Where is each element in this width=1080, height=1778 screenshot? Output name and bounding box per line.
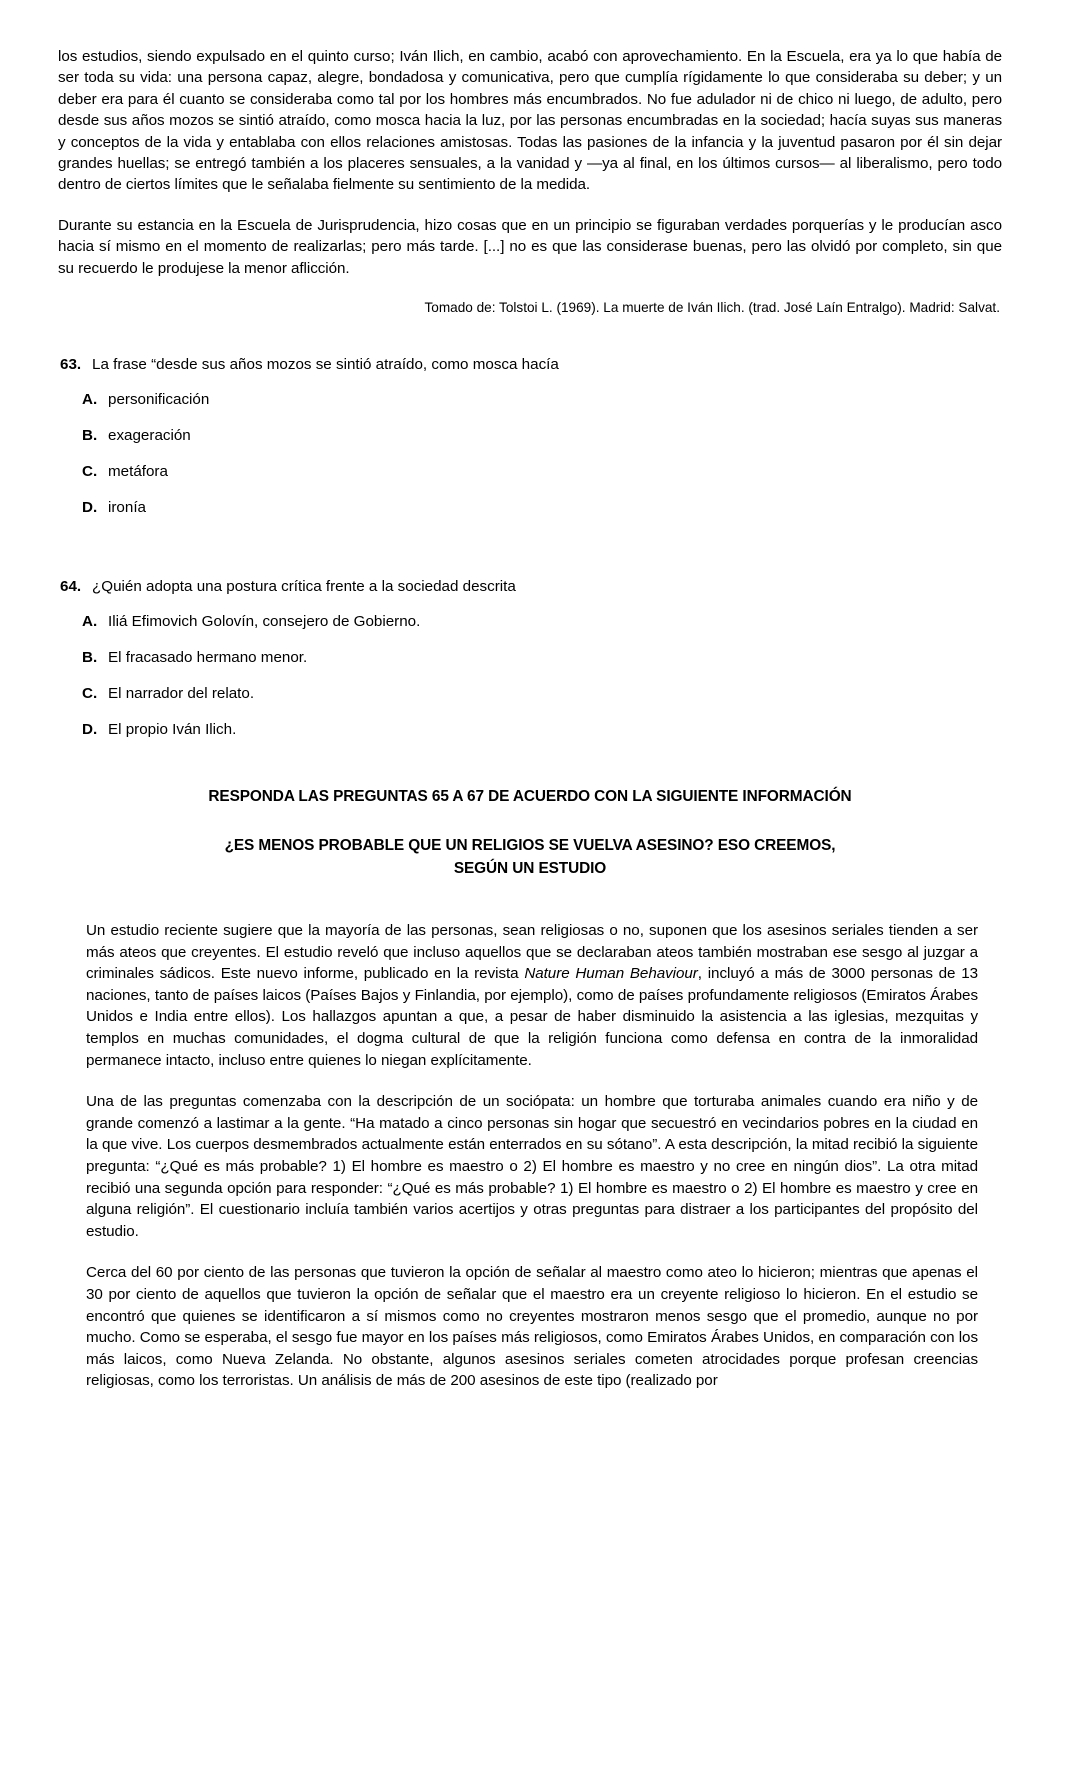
article-paragraph-2: Una de las preguntas comenzaba con la descripción de un sociópata: un hombre que torturaba animales cuando era niño y de grande comenzó a lastimar a la gente. “Ha matado a cinco personas sin hogar que secuestró en vecindarios pobres en la ciudad en la que vive. Los cuerpos desmembrados actualmente están enterrados en su sótano”. A esta descripción, la mitad recibió la siguiente pregunta: “¿Qué es más probable? 1) El hombre es maestro o 2) El hombre es maestro y no cree en ningún dios”. La otra mitad recibió una segunda opción para responder: “¿Qué es más probable? 1) El hombre es maestro o 2) El hombre es maestro y cree en alguna religión”. El cuestionario incluía también varios acertijos y otras preguntas para distraer a los participantes del propósito del estudio.	[86, 1093, 978, 1240]
option-d[interactable]	[58, 497, 1002, 518]
article-body	[58, 920, 1002, 1392]
question-number: 63.	[60, 356, 82, 374]
option-letter: A.	[82, 391, 98, 409]
option-letter: D.	[82, 499, 98, 517]
question-64	[58, 576, 1002, 597]
option-a[interactable]	[58, 611, 1002, 632]
article-paragraph-3: Cerca del 60 por ciento de las personas que tuvieron la opción de señalar al maestro como ateo lo hicieron; mientras que apenas el 30 por ciento de aquellos que tuvieron la opción de señalar que el maestro era un creyente religioso lo hicieron. En el estudio se encontró que quienes se identificaron a sí mismos como no creyentes mostraron menos sesgo que el promedio, aunque no por mucho. Como se esperaba, el sesgo fue mayor en los países más religiosos, como Emiratos Árabes Unidos, en comparación con los más laicos, como Nueva Zelanda. No obstante, algunos asesinos seriales cometen atrocidades porque profesan creencias religiosas, como los terroristas. Un análisis de más de 200 asesinos de este tipo (realizado por	[86, 1264, 978, 1390]
section-instruction: RESPONDA LAS PREGUNTAS 65 A 67 DE ACUERDO CON LA SIGUIENTE INFORMACIÓN	[208, 788, 852, 806]
option-b[interactable]	[58, 425, 1002, 446]
option-text: El propio Iván Ilich.	[108, 721, 237, 739]
passage-paragraph: Durante su estancia en la Escuela de Jurisprudencia, hizo cosas que en un principio se figuraban verdades porquerías y le producían asco hacia sí mismo en el momento de realizarlas; pero más tarde. [...] no es que las considerase buenas, pero las olvidó por completo, sin que su recuerdo le produjese la menor aflicción.	[58, 216, 1002, 277]
option-text: exageración	[108, 427, 191, 445]
question-64-block	[58, 576, 1002, 740]
question-63-options	[58, 389, 1002, 518]
option-a[interactable]	[58, 389, 1002, 410]
paragraph-text-before-italic: Un estudio reciente sugiere que la mayoría de las personas, sean religiosas o no, suponen que los asesinos seriales tienden a ser más ateos que creyentes. El estudio reveló que incluso aquellos que se declaraban ateos también mostraban ese sesgo al juzgar a criminales sádicos. Este nuevo informe, publicado en la revista	[86, 922, 978, 983]
option-letter: B.	[82, 649, 98, 667]
question-64-options	[58, 611, 1002, 740]
question-number: 64.	[60, 578, 82, 596]
option-letter: C.	[82, 463, 98, 481]
option-b[interactable]	[58, 647, 1002, 668]
option-c[interactable]	[58, 461, 1002, 482]
option-d[interactable]	[58, 719, 1002, 740]
passage-one	[58, 46, 1002, 318]
paragraph-text-after-italic: , incluyó a más de 3000 personas de 13 naciones, tanto de países laicos (Países Bajos y Finlandia, por ejemplo), como de países profundamente religiosos (Emiratos Árabes Unidos e India entre ellos). Los hallazgos apuntan a que, a pesar de haber disminuido la asistencia a las iglesias, mezquitas y templos en muchas comunidades, el dogma cultural de que la religión funciona como defensa en contra de la inmoralidad permanece intacto, incluso entre quienes lo niegan explícitamente.	[86, 965, 979, 1069]
section-two	[58, 786, 1002, 1392]
question-text: La frase “desde sus años mozos se sintió atraído, como mosca hacía	[92, 356, 559, 374]
option-letter: C.	[82, 685, 98, 703]
journal-name: Nature Human Behaviour	[524, 965, 698, 983]
option-text: ironía	[108, 499, 146, 517]
option-text: Iliá Efimovich Golovín, consejero de Gobierno.	[108, 613, 421, 631]
article-title	[58, 834, 1002, 880]
question-text: ¿Quién adopta una postura crítica frente a la sociedad descrita	[92, 578, 516, 596]
option-text: personificación	[108, 391, 210, 409]
option-letter: B.	[82, 427, 98, 445]
option-letter: A.	[82, 613, 98, 631]
article-title-line-1: ¿ES MENOS PROBABLE QUE UN RELIGIOS SE VUELVA ASESINO? ESO CREEMOS,	[224, 837, 836, 855]
question-63	[58, 354, 1002, 375]
question-63-block	[58, 354, 1002, 518]
option-c[interactable]	[58, 683, 1002, 704]
option-letter: D.	[82, 721, 98, 739]
option-text: metáfora	[108, 463, 168, 481]
passage-paragraph: los estudios, siendo expulsado en el quinto curso; Iván Ilich, en cambio, acabó con aprovechamiento. En la Escuela, era ya lo que había de ser toda su vida: una persona capaz, alegre, bondadosa y comunicativa, pero que cumplía rígidamente lo que consideraba su deber; y un deber era para él cuanto se consideraba como tal por los hombres más encumbrados. No fue adulador ni de chico ni luego, de adulto, pero desde sus años mozos se sintió atraído, como mosca hacia la luz, por las personas encumbradas en la sociedad; hacía suyas sus maneras y conceptos de la vida y entablaba con ellos relaciones amistosas. Todas las pasiones de la infancia y la juventud pasaron por él sin dejar grandes huellas; se entregó también a los placeres sensuales, a la vanidad y —ya al final, en los últimos cursos— al liberalismo, pero todo dentro de ciertos límites que le señalaba fielmente su sentimiento de la medida.	[58, 48, 1002, 194]
option-text: El fracasado hermano menor.	[108, 649, 308, 667]
passage-source-citation: Tomado de: Tolstoi L. (1969). La muerte de Iván Ilich. (trad. José Laín Entralgo). Madrid: Salvat.	[424, 300, 1000, 316]
article-title-line-2: SEGÚN UN ESTUDIO	[453, 860, 607, 878]
option-text: El narrador del relato.	[108, 685, 255, 703]
article-paragraph-1	[86, 920, 978, 1071]
